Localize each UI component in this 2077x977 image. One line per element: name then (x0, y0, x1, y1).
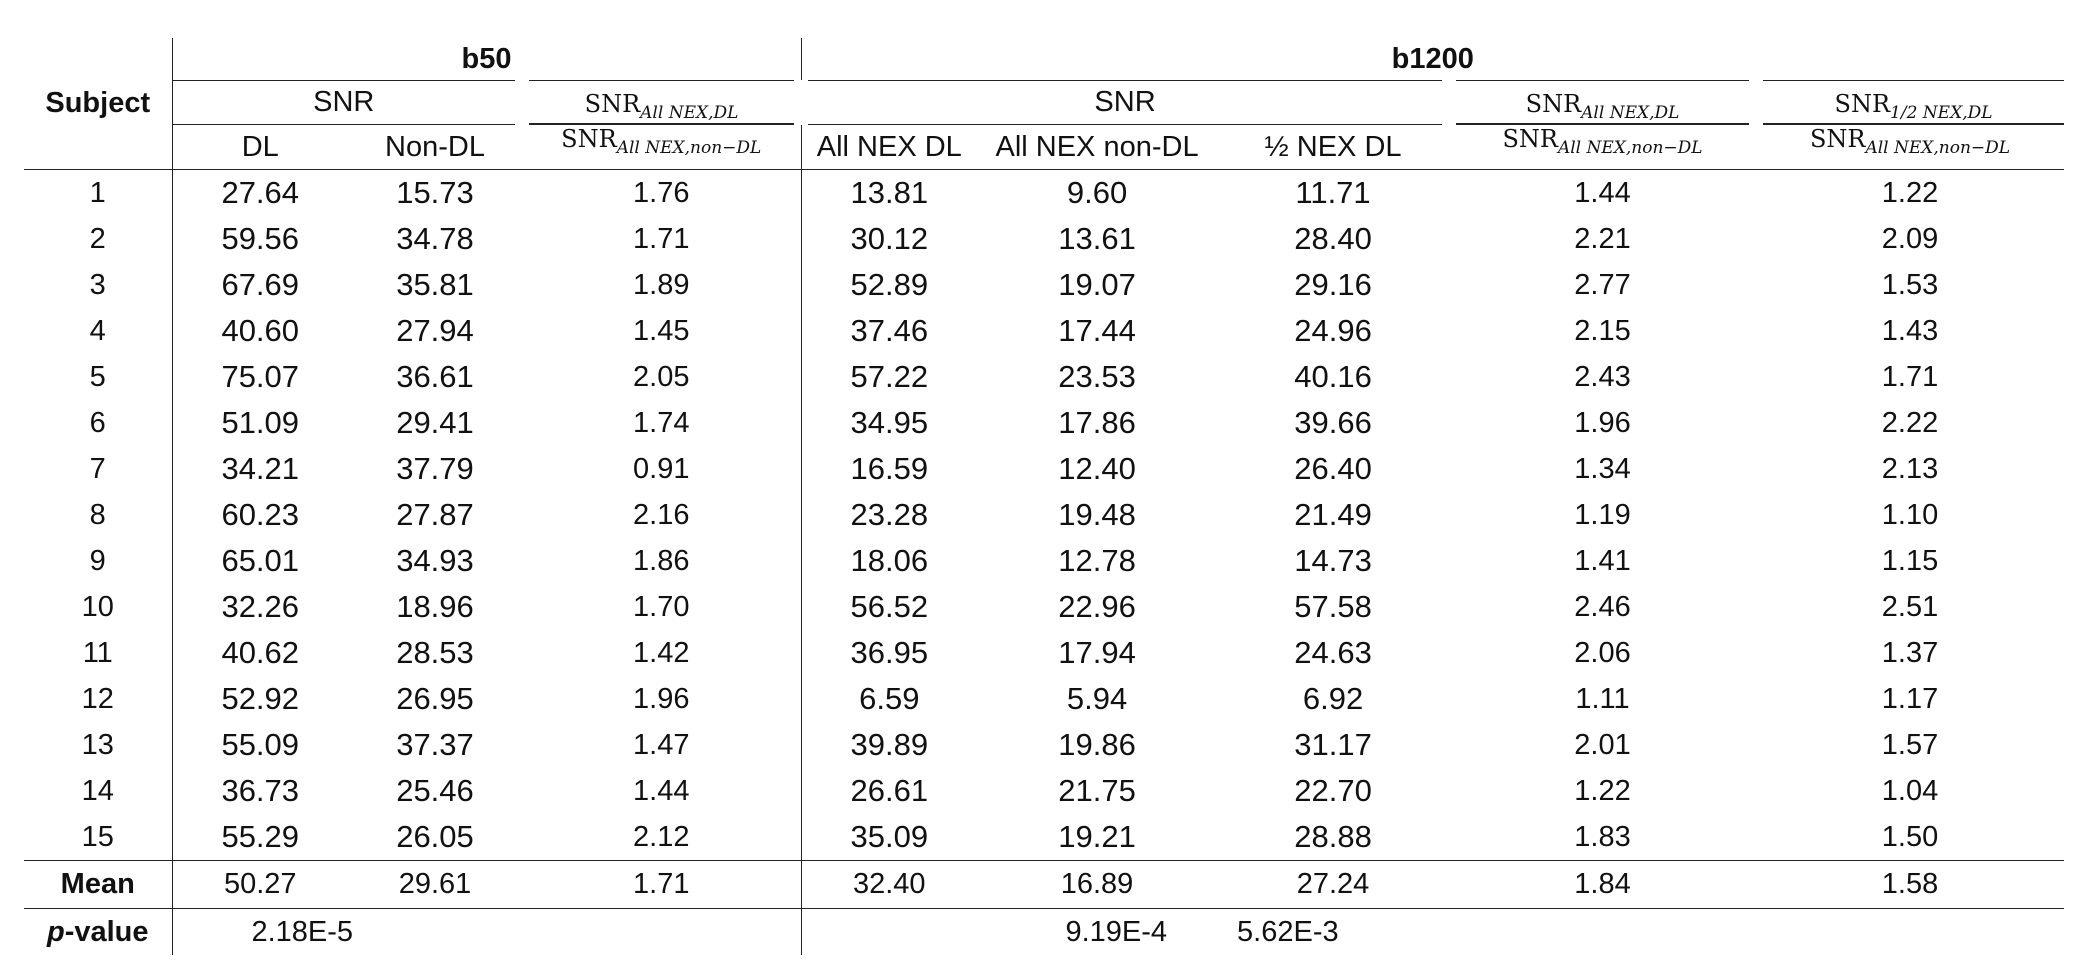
cell-dl: 67.69 (172, 262, 348, 308)
mean-label: Mean (24, 861, 172, 909)
cell-allnex-nondl: 21.75 (1058, 773, 1136, 808)
cell-subject: 14 (81, 774, 114, 807)
cell-allnex-nondl: 19.21 (1058, 819, 1136, 854)
col-header-half-nex-dl: ½ NEX DL (1217, 125, 1449, 170)
cell-nondl: 34.78 (396, 221, 474, 256)
table-row (24, 216, 2064, 262)
mean-dl: 50.27 (172, 861, 348, 909)
cell-ratio-b50: 2.12 (633, 820, 690, 853)
ratio-b1200-half-den-text: $SNR_{All NEX,non-DL}$ (1809, 124, 2011, 158)
pvalue-b1200-allnex (801, 909, 1217, 956)
cell-dl: 59.56 (172, 216, 348, 262)
cell-ratio-b50: 1.89 (633, 268, 690, 301)
pvalue-b50-text: 2.18E-5 (251, 915, 354, 948)
cell-ratio-half: 2.51 (1881, 590, 1939, 623)
group-header-row (24, 38, 2064, 81)
ratio-b1200-allnex-den-text: $SNR_{All NEX,non-DL}$ (1502, 124, 1703, 158)
cell-allnex-nondl: 12.40 (1058, 451, 1136, 486)
table-row (24, 584, 2064, 630)
cell-dl: 75.07 (172, 354, 348, 400)
cell-ratio-half: 1.57 (1881, 728, 1939, 761)
subgroup-header-row (24, 81, 2064, 125)
cell-half-nex-dl: 26.40 (1294, 451, 1372, 486)
cell-subject: 1 (89, 176, 106, 209)
table-row (24, 676, 2064, 722)
pvalue-empty-2 (1449, 909, 1756, 956)
cell-half-nex-dl: 14.73 (1294, 543, 1372, 578)
cell-nondl: 37.37 (396, 727, 474, 762)
cell-subject: 8 (89, 498, 106, 531)
cell-ratio-b50: 1.86 (633, 544, 690, 577)
table-row (24, 400, 2064, 446)
cell-half-nex-dl: 39.66 (1294, 405, 1372, 440)
cell-allnex-dl: 39.89 (801, 722, 977, 768)
cell-ratio-half: 1.43 (1881, 314, 1939, 347)
cell-allnex-dl: 16.59 (801, 446, 977, 492)
cell-nondl: 18.96 (396, 589, 474, 624)
table-body (24, 170, 2064, 861)
table-row (24, 354, 2064, 400)
table-row (24, 262, 2064, 308)
table-row (24, 630, 2064, 676)
cell-ratio-b50: 1.70 (633, 590, 690, 623)
cell-ratio-half: 1.50 (1881, 820, 1939, 853)
cell-ratio-b50: 1.71 (633, 222, 690, 255)
cell-ratio-b50: 1.47 (633, 728, 690, 761)
cell-allnex-dl: 34.95 (801, 400, 977, 446)
cell-subject: 11 (82, 636, 113, 669)
cell-subject: 3 (89, 268, 106, 301)
mean-row (24, 861, 2064, 909)
ratio-b1200-half-numerator (1756, 81, 2064, 125)
cell-nondl: 27.87 (396, 497, 474, 532)
cell-allnex-dl: 37.46 (801, 308, 977, 354)
pvalue-row (24, 909, 2064, 956)
cell-dl: 65.01 (172, 538, 348, 584)
cell-ratio-allnex: 1.11 (1575, 682, 1630, 715)
cell-ratio-allnex: 2.06 (1574, 636, 1631, 669)
cell-dl: 40.62 (172, 630, 348, 676)
cell-subject: 12 (81, 682, 114, 715)
mean-allnex-nondl: 16.89 (977, 861, 1217, 909)
cell-allnex-dl: 18.06 (801, 538, 977, 584)
ratio-b1200-half-denominator (1756, 125, 2064, 170)
cell-ratio-half: 1.15 (1881, 544, 1939, 577)
ratio-b50-num-text: $SNR_{All NEX,DL}$ (529, 90, 794, 125)
cell-allnex-dl: 35.09 (801, 814, 977, 861)
ratio-b1200-allnex-num-text: $SNR_{All NEX,DL}$ (1456, 90, 1749, 125)
col-header-allnex-nondl: All NEX non-DL (977, 125, 1217, 170)
cell-ratio-allnex: 1.96 (1574, 406, 1631, 439)
snr-header-b1200: SNR (801, 81, 1449, 125)
cell-allnex-dl: 36.95 (801, 630, 977, 676)
subject-header (24, 38, 172, 170)
cell-ratio-b50: 1.45 (633, 314, 690, 347)
cell-subject: 7 (89, 452, 106, 485)
cell-allnex-nondl: 12.78 (1058, 543, 1136, 578)
cell-half-nex-dl: 24.96 (1294, 313, 1372, 348)
pvalue-empty-1 (522, 909, 801, 956)
cell-allnex-dl: 56.52 (801, 584, 977, 630)
cell-nondl: 27.94 (396, 313, 474, 348)
cell-half-nex-dl: 57.58 (1294, 589, 1372, 624)
column-header-row (24, 125, 2064, 170)
ratio-b1200-allnex-denominator (1449, 125, 1756, 170)
cell-dl: 55.09 (172, 722, 348, 768)
cell-nondl: 34.93 (396, 543, 474, 578)
col-header-nondl: Non-DL (348, 125, 522, 170)
cell-half-nex-dl: 6.92 (1302, 681, 1364, 716)
table-row (24, 446, 2064, 492)
cell-dl: 40.60 (172, 308, 348, 354)
cell-dl: 34.21 (172, 446, 348, 492)
ratio-b50-den-text: $SNR_{All NEX,non-DL}$ (561, 124, 762, 158)
mean-half-nex-dl: 27.24 (1217, 861, 1449, 909)
pvalue-b50 (172, 909, 522, 956)
cell-half-nex-dl: 21.49 (1294, 497, 1372, 532)
cell-allnex-nondl: 13.61 (1058, 221, 1136, 256)
cell-ratio-allnex: 2.15 (1574, 314, 1631, 347)
ratio-b50-denominator (522, 125, 801, 170)
mean-ratio-allnex: 1.84 (1449, 861, 1756, 909)
cell-allnex-nondl: 17.44 (1058, 313, 1136, 348)
table-row (24, 538, 2064, 584)
cell-subject: 4 (89, 314, 106, 347)
cell-ratio-half: 1.17 (1881, 682, 1939, 715)
cell-ratio-half: 1.04 (1881, 774, 1939, 807)
cell-dl: 36.73 (172, 768, 348, 814)
cell-nondl: 26.95 (396, 681, 474, 716)
cell-subject: 10 (81, 590, 114, 623)
pvalue-b1200-b-text: 5.62E-3 (1237, 915, 1339, 948)
cell-allnex-nondl: 22.96 (1058, 589, 1136, 624)
cell-allnex-dl: 13.81 (801, 170, 977, 217)
pvalue-b1200-a-text: 9.19E-4 (1065, 915, 1168, 948)
table-row (24, 492, 2064, 538)
cell-nondl: 36.61 (396, 359, 474, 394)
cell-ratio-allnex: 1.83 (1574, 820, 1631, 853)
cell-ratio-allnex: 1.19 (1574, 498, 1631, 531)
cell-ratio-b50: 1.74 (633, 406, 690, 439)
cell-ratio-allnex: 2.77 (1574, 268, 1631, 301)
cell-allnex-nondl: 19.07 (1058, 267, 1136, 302)
table-row (24, 170, 2064, 217)
cell-ratio-half: 2.22 (1881, 406, 1939, 439)
cell-subject: 9 (89, 544, 106, 577)
cell-half-nex-dl: 40.16 (1294, 359, 1372, 394)
cell-dl: 51.09 (172, 400, 348, 446)
group-header-b50: b50 (172, 38, 801, 81)
cell-ratio-allnex: 2.43 (1574, 360, 1631, 393)
cell-allnex-nondl: 17.86 (1058, 405, 1136, 440)
snr-header-b50: SNR (172, 81, 522, 125)
mean-ratio-half: 1.58 (1756, 861, 2064, 909)
cell-allnex-dl: 57.22 (801, 354, 977, 400)
cell-ratio-half: 2.13 (1881, 452, 1939, 485)
cell-subject: 5 (89, 360, 106, 393)
cell-dl: 32.26 (172, 584, 348, 630)
cell-allnex-nondl: 9.60 (1066, 175, 1128, 210)
cell-ratio-half: 1.53 (1881, 268, 1939, 301)
cell-ratio-allnex: 2.01 (1574, 728, 1631, 761)
cell-allnex-dl: 23.28 (801, 492, 977, 538)
cell-half-nex-dl: 24.63 (1294, 635, 1372, 670)
cell-ratio-allnex: 2.46 (1574, 590, 1631, 623)
cell-ratio-half: 1.71 (1881, 360, 1939, 393)
table-row (24, 768, 2064, 814)
pvalue-b1200-half (1217, 909, 1449, 956)
cell-nondl: 28.53 (396, 635, 474, 670)
cell-allnex-dl: 6.59 (801, 676, 977, 722)
cell-ratio-b50: 2.05 (633, 360, 690, 393)
pvalue-empty-3 (1756, 909, 2064, 956)
cell-dl: 60.23 (172, 492, 348, 538)
table-row (24, 722, 2064, 768)
cell-nondl: 37.79 (396, 451, 474, 486)
cell-ratio-allnex: 1.41 (1574, 544, 1631, 577)
cell-ratio-half: 1.22 (1881, 176, 1939, 209)
cell-ratio-half: 1.10 (1881, 498, 1939, 531)
cell-half-nex-dl: 29.16 (1294, 267, 1372, 302)
mean-nondl: 29.61 (348, 861, 522, 909)
ratio-b50-numerator (522, 81, 801, 125)
cell-half-nex-dl: 22.70 (1294, 773, 1372, 808)
cell-allnex-nondl: 17.94 (1058, 635, 1136, 670)
cell-subject: 2 (89, 222, 106, 255)
cell-allnex-dl: 30.12 (801, 216, 977, 262)
cell-subject: 13 (81, 728, 114, 761)
cell-ratio-allnex: 1.34 (1574, 452, 1631, 485)
cell-subject: 6 (89, 406, 106, 439)
table-row (24, 308, 2064, 354)
col-header-dl: DL (172, 125, 348, 170)
cell-ratio-b50: 2.16 (633, 498, 690, 531)
group-header-b1200: b1200 (801, 38, 2064, 81)
snr-results-table (24, 38, 2064, 955)
subject-header-label: Subject (45, 87, 151, 119)
cell-ratio-b50: 0.91 (633, 452, 690, 485)
cell-allnex-nondl: 19.86 (1058, 727, 1136, 762)
cell-nondl: 35.81 (396, 267, 474, 302)
results-table-container (24, 38, 2064, 955)
cell-ratio-b50: 1.44 (633, 774, 690, 807)
cell-nondl: 26.05 (396, 819, 474, 854)
mean-allnex-dl: 32.40 (801, 861, 977, 909)
cell-ratio-b50: 1.42 (633, 636, 690, 669)
col-header-allnex-dl: All NEX DL (801, 125, 977, 170)
cell-ratio-b50: 1.76 (633, 176, 690, 209)
ratio-b1200-allnex-numerator (1449, 81, 1756, 125)
cell-half-nex-dl: 11.71 (1295, 175, 1371, 210)
cell-allnex-nondl: 23.53 (1058, 359, 1136, 394)
cell-ratio-half: 2.09 (1881, 222, 1939, 255)
table-row (24, 814, 2064, 861)
pvalue-label: p-value (46, 915, 149, 948)
mean-ratio-b50: 1.71 (522, 861, 801, 909)
cell-allnex-nondl: 5.94 (1066, 681, 1128, 716)
cell-allnex-dl: 52.89 (801, 262, 977, 308)
cell-allnex-dl: 26.61 (801, 768, 977, 814)
cell-half-nex-dl: 31.17 (1294, 727, 1372, 762)
cell-ratio-allnex: 2.21 (1574, 222, 1631, 255)
cell-ratio-b50: 1.96 (633, 682, 690, 715)
cell-allnex-nondl: 19.48 (1058, 497, 1136, 532)
cell-nondl: 25.46 (396, 773, 474, 808)
cell-ratio-allnex: 1.44 (1574, 176, 1631, 209)
cell-ratio-half: 1.37 (1881, 636, 1939, 669)
cell-dl: 27.64 (172, 170, 348, 217)
ratio-b1200-half-num-text: $SNR_{1/2 NEX,DL}$ (1763, 90, 2064, 125)
cell-half-nex-dl: 28.40 (1294, 221, 1372, 256)
cell-ratio-allnex: 1.22 (1574, 774, 1631, 807)
cell-nondl: 29.41 (396, 405, 474, 440)
cell-dl: 55.29 (172, 814, 348, 861)
cell-half-nex-dl: 28.88 (1294, 819, 1372, 854)
cell-nondl: 15.73 (396, 175, 474, 210)
cell-dl: 52.92 (172, 676, 348, 722)
cell-subject: 15 (81, 820, 114, 853)
